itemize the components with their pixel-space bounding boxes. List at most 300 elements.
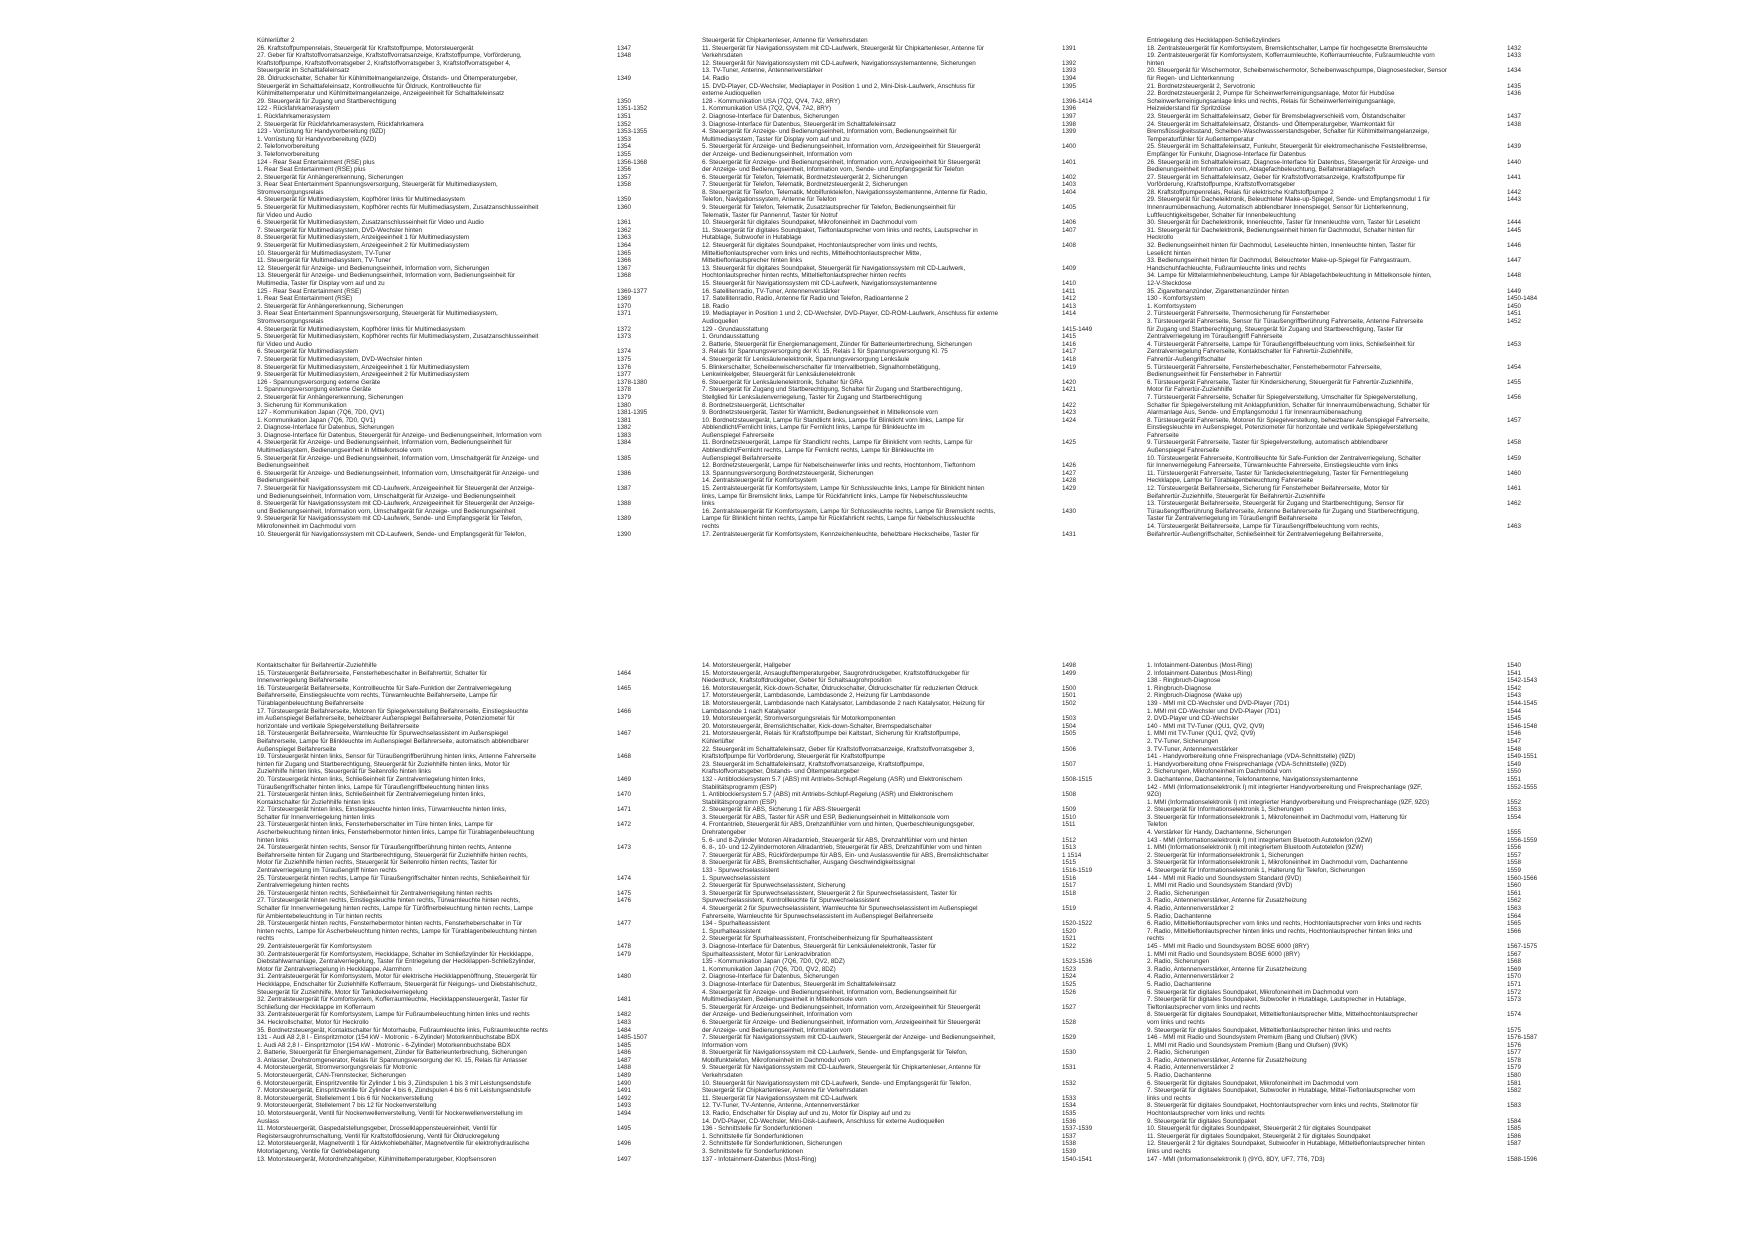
index-entry — [1147, 875, 1555, 883]
entry-page: 1538 — [1062, 1140, 1077, 1148]
entry-text: 3. Anlasser, Drehstromgenerator, Relais für Spannungsversorgung der Kl. 15, Relais für Anlasser — [257, 1056, 528, 1064]
index-entry — [702, 250, 1110, 258]
index-entry — [257, 996, 665, 1004]
index-entry — [257, 341, 665, 349]
index-entry — [257, 379, 665, 387]
entry-text: 1. Spurhalteassistent — [702, 927, 761, 935]
index-entry — [1147, 989, 1555, 997]
entry-text: Fahrerseite — [1147, 431, 1179, 439]
entry-text: links — [702, 500, 715, 508]
index-entry — [1147, 394, 1555, 402]
index-entry — [702, 1156, 1110, 1164]
entry-text: 28. Kraftstoffpumpenrelais, Relais für elektrische Kraftstoffpumpe 2 — [1147, 188, 1334, 196]
index-entry — [257, 1133, 665, 1141]
index-entry — [257, 677, 665, 685]
entry-page: 1515 — [1062, 859, 1077, 867]
entry-text: 7. Türsteuergerät Fahrerseite, Schalter für Spiegelverstellung, Umschalter für Spiegelverstellung, — [1147, 393, 1418, 401]
index-entry — [257, 386, 665, 394]
index-entry — [257, 738, 665, 746]
entry-text: 7. Steuergerät für digitales Soundpaket, Subwoofer in Hutablage, Lautsprecher in Hutablage, — [1147, 996, 1407, 1004]
index-entry — [257, 746, 665, 754]
entry-text: Beifahrertür-Außengriffschalter, Schließeinheit für Zentralverriegelung Beifahrerseite, — [1147, 530, 1384, 538]
entry-page: 1505 — [1062, 730, 1077, 738]
entry-text: 13. Steuergerät für digitales Soundpaket, Steuergerät für Navigationssystem mit CD-Laufwerk, — [702, 264, 966, 272]
entry-text: Stabilitätsprogramm (ESP) — [702, 783, 777, 791]
entry-text: Multimedia, Taster für Display vorn auf und zu — [257, 280, 385, 287]
index-entry — [1147, 455, 1555, 463]
entry-text: 1. Spurwechselassistent — [702, 874, 770, 882]
entry-text: Motor für Zuziehhilfe hinten rechts, Steuergerät für Seitenrollo hinten rechts, Taster für — [257, 859, 497, 867]
index-entry — [257, 951, 665, 959]
entry-text: 6. Steuergerät für digitales Soundpaket, Mikrofoneinheit im Dachmodul vorn — [1147, 1079, 1359, 1087]
entry-page: 1434 — [1507, 67, 1522, 75]
entry-text: Innenraumüberwachung, Automatisch abblendbarer Innenspiegel, Sensor für Lichterkennung, — [1147, 204, 1409, 212]
entry-text: 4. Verstärker für Handy, Dachantenne, Sicherungen — [1147, 829, 1292, 837]
index-entry — [257, 181, 665, 189]
entry-text: 129 - Grundausstattung — [702, 325, 769, 333]
entry-text: 1. MMI (Informationselektronik I) mit integrierter Handyvorbereitung und Freisprechanlage (9ZF, 9ZG) — [1147, 798, 1430, 806]
entry-text: Abblendlicht/Fernlicht rechts, Lampe für Fernlicht rechts, Lampe für Blinkleuchte im — [702, 447, 934, 455]
entry-text: 4. Radio, Antennenverstärker 2 — [1147, 905, 1234, 912]
index-entry — [702, 174, 1110, 182]
entry-page: 1436 — [1507, 90, 1522, 98]
entry-text: 2. Radio, Sicherungen — [1147, 889, 1210, 897]
entry-text: 10. Steuergerät für digitales Soundpaket, Steuergerät 2 für digitales Soundpaket — [1147, 1125, 1371, 1133]
entry-text: hinten rechts, Lampe für Ascherbeleuchtung hinten rechts, Lampe für Türablagenbeleuchtung hinten — [257, 927, 537, 935]
index-entry — [257, 1110, 665, 1118]
entry-page: 1372 — [617, 325, 632, 333]
entry-page: 1442 — [1507, 188, 1522, 196]
entry-page: 1580 — [1507, 1072, 1522, 1080]
entry-page: 1438 — [1507, 120, 1522, 128]
entry-text: 6. Steuergerät für Telefon, Telematik, Bordnetzsteuergerät 2, Sicherungen — [702, 173, 908, 181]
index-entry — [257, 204, 665, 212]
entry-text: 5. Steuergerät für Anzeige- und Bedienungseinheit, Information vorn, Anzeigeeinheit für Steuergerät — [702, 1003, 981, 1011]
index-entry — [1147, 1027, 1555, 1035]
index-entry — [702, 462, 1110, 470]
entry-page: 1449 — [1507, 287, 1522, 295]
entry-page: 1567-1575 — [1507, 942, 1538, 950]
index-entry — [257, 981, 665, 989]
entry-page: 1485 — [617, 1041, 632, 1049]
entry-page: 1506 — [1062, 745, 1077, 753]
entry-page: 1411 — [1062, 287, 1076, 295]
entry-text: 23. Türsteuergerät hinten links, Fensterheberschalter im Türe hinten links, Lampe für — [257, 821, 494, 829]
entry-text: 21. Motorsteuergerät, Relais für Kraftstoffpumpe bei Kaltstart, Sicherung für Kraftstoffpumpe, — [702, 730, 961, 738]
index-entry — [702, 242, 1110, 250]
entry-page: 1425 — [1062, 439, 1077, 447]
index-entry — [702, 52, 1110, 60]
entry-text: 18. Zentralsteuergerät für Komfortsystem, Bremslichtschalter, Lampe für hochgesetzte Bremsleuchte — [1147, 44, 1428, 52]
index-entry — [1147, 257, 1555, 265]
entry-text: 15. Steuergerät für Navigationssystem mit CD-Laufwerk, Navigationssystemantenne — [702, 280, 937, 287]
index-entry — [1147, 143, 1555, 151]
index-entry — [702, 1148, 1110, 1156]
entry-text: 27. Steuergerät im Schalttafeleinsatz, Geber für Kraftstoffvorratsanzeige, Kraftstoffpumpe für — [1147, 173, 1406, 181]
entry-text: 2. Batterie, Steuergerät für Energiemanagement, Zünder für Batterieunterbrechung, Sicherungen — [702, 340, 972, 348]
index-entry — [257, 692, 665, 700]
index-entry — [702, 455, 1110, 463]
entry-text: 147 - MMI (Informationselektronik I) (9YG, 8DY, UF7, 7T6, 7D3) — [1147, 1155, 1325, 1163]
index-entry — [257, 394, 665, 402]
index-entry — [1147, 1057, 1555, 1065]
entry-text: 16. Zentralsteuergerät für Komfortsystem, Lampe für Schlussleuchte rechts, Lampe für Bremslicht rechts, — [702, 507, 996, 515]
entry-text: 25. Steuergerät im Schalttafeleinsatz, Funkuhr, Steuergerät für elektromechanische Feststellbremse, — [1147, 143, 1428, 151]
index-entry — [1147, 181, 1555, 189]
entry-page: 1357 — [617, 173, 632, 181]
entry-page: 1545 — [1507, 715, 1522, 723]
entry-text: 12-V-Steckdose — [1147, 280, 1192, 287]
entry-text: Außenspiegel Beifahrerseite — [702, 454, 782, 462]
index-entry — [257, 265, 665, 273]
index-entry — [1147, 784, 1555, 792]
index-entry — [257, 806, 665, 814]
index-entry — [1147, 90, 1555, 98]
entry-text: 12. Steuergerät 2 für digitales Soundpaket, Subwoofer in Hutablage, Mitteltieftonlautsprecher hinten — [1147, 1140, 1425, 1148]
entry-page: 1443 — [1507, 196, 1522, 204]
index-entry — [702, 981, 1110, 989]
entry-text: 1. Ringbruch-Diagnose — [1147, 684, 1212, 692]
entry-text: für Innenverriegelung Fahrerseite, Türwarnleuchte Fahrerseite, Einstiegsleuchte vorn links — [1147, 462, 1399, 470]
index-entry — [702, 882, 1110, 890]
index-entry — [1147, 303, 1555, 311]
entry-page: 1415 — [1062, 333, 1077, 341]
entry-text: Zentralverriegelung Fahrerseite, Kontaktschalter für Fahrertür-Zuziehhilfe, — [1147, 348, 1353, 356]
entry-page: 1393 — [1062, 67, 1077, 75]
index-entry — [1147, 1019, 1555, 1027]
index-entry — [1147, 227, 1555, 235]
entry-text: 24. Türsteuergerät hinten rechts, Sensor für Türaußengriffberührung hinten rechts, Antenne — [257, 844, 512, 852]
index-entry — [257, 424, 665, 432]
index-entry — [1147, 310, 1555, 318]
entry-text: 126 - Spannungsversorgung externe Geräte — [257, 378, 381, 386]
entry-page: 1581 — [1507, 1079, 1522, 1087]
entry-text: Zuziehhilfe hinten links, Steuergerät für Seitenrollo hinten links — [257, 768, 431, 776]
entry-page: 1560-1566 — [1507, 874, 1538, 882]
index-entry — [1147, 295, 1555, 303]
index-entry — [1147, 409, 1555, 417]
index-entry — [257, 493, 665, 501]
index-entry — [1147, 98, 1555, 106]
index-entry — [1147, 935, 1555, 943]
index-entry — [1147, 386, 1555, 394]
entry-text: 2. Steuergerät für Spurwechselassistent, Sicherung — [702, 882, 846, 890]
entry-text: 3. Sicherung für Kommunikation — [257, 401, 347, 409]
index-entry — [702, 531, 1110, 539]
entry-page: 1455 — [1507, 378, 1522, 386]
index-entry — [702, 814, 1110, 822]
entry-page: 1497 — [617, 1155, 632, 1163]
entry-text: 1. Komfortsystem — [1147, 302, 1196, 310]
index-entry — [702, 386, 1110, 394]
entry-text: 125 - Rear Seat Entertainment (RSE) — [257, 287, 362, 295]
entry-text: Kraftstoffpumpe für Vorförderung, Steuergerät für Kraftstoffpumpe — [702, 753, 886, 761]
entry-text: Temperaturfühler für Außentemperatur — [1147, 135, 1255, 143]
entry-text: der Anzeige- und Bedienungseinheit, Information vorn — [702, 1011, 853, 1019]
index-entry — [702, 159, 1110, 167]
entry-text: 24. Steuergerät im Schalttafeleinsatz, Ölstands- und Öltemperaturgeber, Warnkontakt für — [1147, 120, 1395, 128]
index-column-4 — [257, 662, 665, 1163]
entry-page: 1378-1380 — [617, 378, 648, 386]
index-entry — [1147, 531, 1555, 539]
entry-page: 1400 — [1062, 143, 1077, 151]
entry-text: Türablagenbeleuchtung Beifahrerseite — [257, 699, 364, 707]
entry-page: 1542-1543 — [1507, 677, 1538, 685]
entry-text: 2. Steuergerät für Spurhalteassistent, Frontscheibenheizung für Spurhalteassistent — [702, 935, 933, 943]
entry-text: 5. Radio, Dachantenne — [1147, 980, 1212, 988]
index-entry — [702, 738, 1110, 746]
index-entry — [702, 920, 1110, 928]
entry-page: 1485-1507 — [617, 1034, 648, 1042]
entry-page: 1380 — [617, 401, 632, 409]
entry-text: 2. Infotainment-Datenbus (Most-Ring) — [1147, 669, 1253, 677]
entry-text: 1. Rückfahrkamerasystem — [257, 112, 331, 120]
entry-text: 6. Steuergerät für Anzeige- und Bedienungseinheit, Information vorn, Umschaltgerät für Anzeige- und — [257, 469, 539, 477]
entry-page: 1482 — [617, 1011, 632, 1019]
entry-text: 143 - MMI (Informationselektronik I) mit integriertem Bluetooth Autotelefon (9ZW) — [1147, 836, 1373, 844]
entry-text: vorn links und rechts — [1147, 1018, 1205, 1026]
entry-text: 14. Zentralsteuergerät für Komfortsystem — [702, 477, 817, 485]
index-entry — [1147, 700, 1555, 708]
entry-text: 6. Steuergerät für digitales Soundpaket, Mikrofoneinheit im Dachmodul vorn — [1147, 988, 1359, 996]
entry-text: 2. Diagnose-Interface für Datenbus, Sicherungen — [702, 112, 839, 120]
entry-text: 11. Steuergerät für Navigationssystem mit CD-Laufwerk, Steuergerät für Chipkartenleser, Antenne für — [702, 44, 984, 52]
index-entry — [257, 128, 665, 136]
entry-page: 1579 — [1507, 1064, 1522, 1072]
entry-text: 1. Kommunikation Japan (7Q6, 7D0, QV1) — [257, 416, 376, 424]
entry-page: 1394 — [1062, 74, 1077, 82]
entry-text: 10. Steuergerät für Navigationssystem mit CD-Laufwerk, Sende- und Empfangsgerät für Telefon, — [257, 530, 527, 538]
entry-page: 1355 — [617, 150, 632, 158]
entry-text: 10. Bordnetzsteuergerät, Lampe für Standlicht links, Lampe für Blinklicht vorn links, Lampe für — [702, 416, 964, 424]
entry-text: 2. Diagnose-Interface für Datenbus, Sicherungen — [702, 973, 839, 981]
entry-page: 1560 — [1507, 882, 1522, 890]
entry-page: 1544-1545 — [1507, 699, 1538, 707]
entry-text: 5. Radio, Dachantenne — [1147, 1072, 1212, 1080]
index-entry — [1147, 882, 1555, 890]
index-entry — [702, 806, 1110, 814]
index-entry — [702, 1110, 1110, 1118]
entry-page: 1543 — [1507, 692, 1522, 700]
entry-page: 1568 — [1507, 958, 1522, 966]
entry-page: 1549-1551 — [1507, 753, 1538, 761]
entry-page: 1350 — [617, 97, 632, 105]
index-entry — [702, 288, 1110, 296]
entry-page: 1494 — [617, 1110, 632, 1118]
entry-text: 7. Steuergerät für Navigationssystem mit CD-Laufwerk, Steuergerät der Anzeige- und Bedienungseinheit, — [702, 1034, 996, 1042]
index-entry — [702, 364, 1110, 372]
entry-text: Steuergerät für Chipkartenleser, Antenne für Verkehrsdaten — [702, 37, 868, 44]
index-entry — [257, 500, 665, 508]
entry-page: 1487 — [617, 1056, 632, 1064]
index-entry — [1147, 943, 1555, 951]
entry-text: Kühlerlüfter — [702, 737, 735, 745]
entry-text: und Bedienungseinheit, Information vorn, Umschaltgerät für Anzeige- und Bedienungseinheit — [257, 507, 516, 515]
index-entry — [702, 829, 1110, 837]
index-entry — [257, 310, 665, 318]
index-entry — [1147, 776, 1555, 784]
entry-text: 1. Spannungsversorgung externe Geräte — [257, 386, 372, 394]
entry-text: 6. Steuergerät für Multimediasystem — [257, 348, 359, 356]
entry-text: 9. Steuergerät für Navigationssystem mit CD-Laufwerk, Steuergerät für Chipkartenleser, Antenne für — [702, 1064, 981, 1072]
entry-text: 2. Diagnose-Interface für Datenbus, Sicherungen — [257, 424, 394, 432]
entry-page: 1369 — [617, 295, 632, 303]
entry-text: 8. Steuergerät für ABS, Bremslichtschalter, Ausgang Geschwindigkeitssignal — [702, 859, 915, 867]
index-entry — [702, 973, 1110, 981]
entry-page: 1351 — [617, 112, 632, 120]
entry-page: 1504 — [1062, 722, 1077, 730]
entry-page: 1562 — [1507, 897, 1522, 905]
entry-text: 22. Türsteuergerät hinten links, Einstiegsleuchte hinten links, Türwarnleuchte hinten links, — [257, 806, 507, 814]
index-entry — [257, 753, 665, 761]
entry-text: 10. Steuergerät für Navigationssystem mit CD-Laufwerk, Sende- und Empfangsgerät für Telefon, — [702, 1079, 972, 1087]
entry-text: 5. Steuergerät für Anzeige- und Bedienungseinheit, Information vorn, Umschaltgerät für Anzeige- und — [257, 454, 539, 462]
entry-text: 2. Sicherungen, Mikrofoneinheit im Dachmodul vorn — [1147, 768, 1292, 776]
entry-page: 1518 — [1062, 889, 1077, 897]
entry-text: 2. Radio, Sicherungen — [1147, 958, 1210, 966]
index-entry — [1147, 272, 1555, 280]
index-entry — [702, 439, 1110, 447]
index-entry — [1147, 1004, 1555, 1012]
index-entry — [257, 227, 665, 235]
entry-text: Außenspiegel Fahrerseite — [702, 431, 775, 439]
entry-text: Spurhalteassistent, Motor für Lenkradvibration — [702, 950, 831, 958]
index-entry — [257, 242, 665, 250]
index-entry — [257, 905, 665, 913]
entry-text: 7. Steuergerät für ABS, Rückförderpumpe für ABS, Ein- und Auslassventile für ABS, Bremslichtschalter — [702, 851, 989, 859]
entry-text: für Video und Audio — [257, 340, 312, 348]
index-entry — [257, 1118, 665, 1126]
entry-text: 13. Steuergerät für Anzeige- und Bedienungseinheit, Information vorn, Bedienungseinheit für — [257, 272, 515, 280]
entry-page: 1534 — [1062, 1102, 1077, 1110]
index-entry — [702, 356, 1110, 364]
entry-page: 1516-1519 — [1062, 867, 1093, 875]
entry-text: Zentralverriegelung im Türaußengriff Fahrerseite — [1147, 333, 1283, 341]
entry-page: 1390 — [617, 530, 632, 538]
index-entry — [1147, 432, 1555, 440]
entry-page: 1370 — [617, 302, 632, 310]
index-entry — [1147, 196, 1555, 204]
index-entry — [257, 1049, 665, 1057]
entry-text: Schließung der Heckklappe im Kofferraum — [257, 1003, 376, 1011]
entry-text: für Regen- und Lichterkennung — [1147, 74, 1234, 82]
entry-text: 2. Türsteuergerät Fahrerseite, Thermosicherung für Fensterheber — [1147, 310, 1330, 318]
entry-page: 1558 — [1507, 859, 1522, 867]
entry-text: 29. Steuergerät für Dacheleiktronik, Beleuchteter Make-up-Spiegel, Sende- und Empfangsmodul 1 für — [1147, 196, 1431, 204]
index-column-3 — [1147, 37, 1555, 538]
index-entry — [702, 485, 1110, 493]
entry-text: Entriegelung des Heckklappen-Schließzylinders — [1147, 37, 1281, 44]
entry-page: 1402 — [1062, 173, 1077, 181]
entry-text: 140 - MMI mit TV-Tuner (QU1, QV2, QV9) — [1147, 722, 1265, 730]
entry-text: Beifahrerseite, Einstiegsleuchte vorn rechts, Türwarnleuchte Beifahrerseite, Lampe für — [257, 692, 498, 700]
entry-page: 1418 — [1062, 355, 1077, 363]
entry-text: 122 - Rückfahrkamerasystem — [257, 105, 340, 113]
entry-text: 12. Steuergerät für Anzeige- und Bedienungseinheit, Information vorn, Sicherungen — [257, 264, 490, 272]
index-entry — [257, 1042, 665, 1050]
entry-text: für Ambientebeleuchtung in Tür hinten rechts — [257, 912, 383, 920]
entry-text: 1. Kommunikation USA (7Q2, QV4, 7A2, 8RY) — [702, 105, 832, 113]
entry-text: rechts — [1147, 935, 1165, 943]
entry-text: 134 - Spurhalteassistent — [702, 920, 770, 928]
entry-page: 1470 — [617, 791, 632, 799]
index-entry — [257, 166, 665, 174]
index-entry — [702, 996, 1110, 1004]
entry-page: 1448 — [1507, 272, 1522, 280]
entry-page: 1563 — [1507, 905, 1522, 912]
entry-page: 1498 — [1062, 662, 1077, 669]
index-entry — [257, 508, 665, 516]
index-entry — [257, 1102, 665, 1110]
entry-page: 1423 — [1062, 409, 1077, 417]
entry-text: Mikrofoneinheit im Dachmodul vorn — [257, 523, 356, 530]
index-entry — [702, 1011, 1110, 1019]
index-entry — [257, 303, 665, 311]
index-entry — [702, 1019, 1110, 1027]
entry-text: Fahrerseite, Warnleuchte für Spurwechselassistent im Außenspiegel Beifahrerseite — [702, 912, 934, 920]
index-entry — [257, 159, 665, 167]
index-entry — [257, 37, 665, 45]
index-entry — [702, 136, 1110, 144]
entry-text: Einstiegsleuchte im Außenspiegel, Potenziometer für horizontale und vertikale Spiegelverstellung — [1147, 424, 1418, 432]
index-entry — [702, 508, 1110, 516]
index-entry — [1147, 151, 1555, 159]
index-entry — [702, 776, 1110, 784]
entry-text: Telematik, Taster für Pannenruf, Taster für Notruf — [702, 211, 838, 219]
entry-page: 1516 — [1062, 874, 1077, 882]
index-entry — [1147, 662, 1555, 670]
index-entry — [702, 37, 1110, 45]
entry-page: 1496 — [617, 1140, 632, 1148]
index-entry — [1147, 1080, 1555, 1088]
entry-page: 1571 — [1507, 980, 1522, 988]
entry-text: 13. Türsteuergerät Beifahrerseite, Steuergerät für Zugang und Startberechtigung, Sensor für — [1147, 500, 1405, 508]
index-entry — [702, 341, 1110, 349]
index-entry — [1147, 844, 1555, 852]
index-entry — [702, 424, 1110, 432]
entry-text: 4. Motorsteuergerät, Stromversorgungsrelais für Motronic — [257, 1064, 417, 1072]
index-entry — [702, 67, 1110, 75]
entry-text: für Zugang und Startberechtigung, Steuergerät für Zugang und Startberechtigung, Taster für — [1147, 325, 1404, 333]
entry-text: 16. Satellitenradio, TV-Tuner, Antennenverstärker — [702, 287, 840, 295]
index-entry — [702, 1102, 1110, 1110]
entry-page: 1353-1355 — [617, 128, 648, 136]
entry-text: 9. Türsteuergerät Fahrerseite, Taster für Spiegelverstellung, automatisch abblendbarer — [1147, 439, 1388, 447]
index-entry — [257, 272, 665, 280]
index-entry — [702, 1064, 1110, 1072]
entry-text: 11. Türsteuergerät Fahrerseite, Taster für Tankdeckelentriegelung, Taster für Fernentriegelung — [1147, 469, 1409, 477]
entry-text: Bedienungseinheit Information vorn, Ablagefachbeleuchtung, Beifahrerablagefach — [1147, 166, 1375, 174]
index-entry — [1147, 470, 1555, 478]
entry-text: 17. Satellitenradio, Radio, Antenne für Radio und Telefon, Radioantenne 2 — [702, 295, 909, 303]
entry-text: für Video und Audio — [257, 211, 312, 219]
entry-page: 1386 — [617, 469, 632, 477]
index-entry — [702, 1042, 1110, 1050]
entry-text: 124 - Rear Seat Entertainment (RSE) plus — [257, 158, 375, 166]
entry-page: 1452 — [1507, 317, 1522, 325]
entry-page: 1413 — [1062, 302, 1077, 310]
entry-page: 1577 — [1507, 1049, 1522, 1057]
entry-text: 27. Türsteuergerät hinten rechts, Einstiegsleuchte hinten rechts, Türwarnleuchte hinten rechts, — [257, 897, 520, 905]
entry-text: 19. Türsteuergerät hinten links, Sensor für Türaußengriffberührung hinten links, Antenne Fahrerseite — [257, 753, 536, 761]
index-entry — [257, 432, 665, 440]
index-entry — [1147, 829, 1555, 837]
entry-text: 1. MMI mit Radio und Soundsystem Standard (9VD) — [1147, 882, 1293, 890]
entry-text: 6. Radio, Mitteltieftonlautsprecher vorn links und rechts, Hochtonlautsprecher vorn links und rechts — [1147, 920, 1422, 928]
index-entry — [702, 212, 1110, 220]
index-entry — [702, 295, 1110, 303]
index-entry — [702, 784, 1110, 792]
